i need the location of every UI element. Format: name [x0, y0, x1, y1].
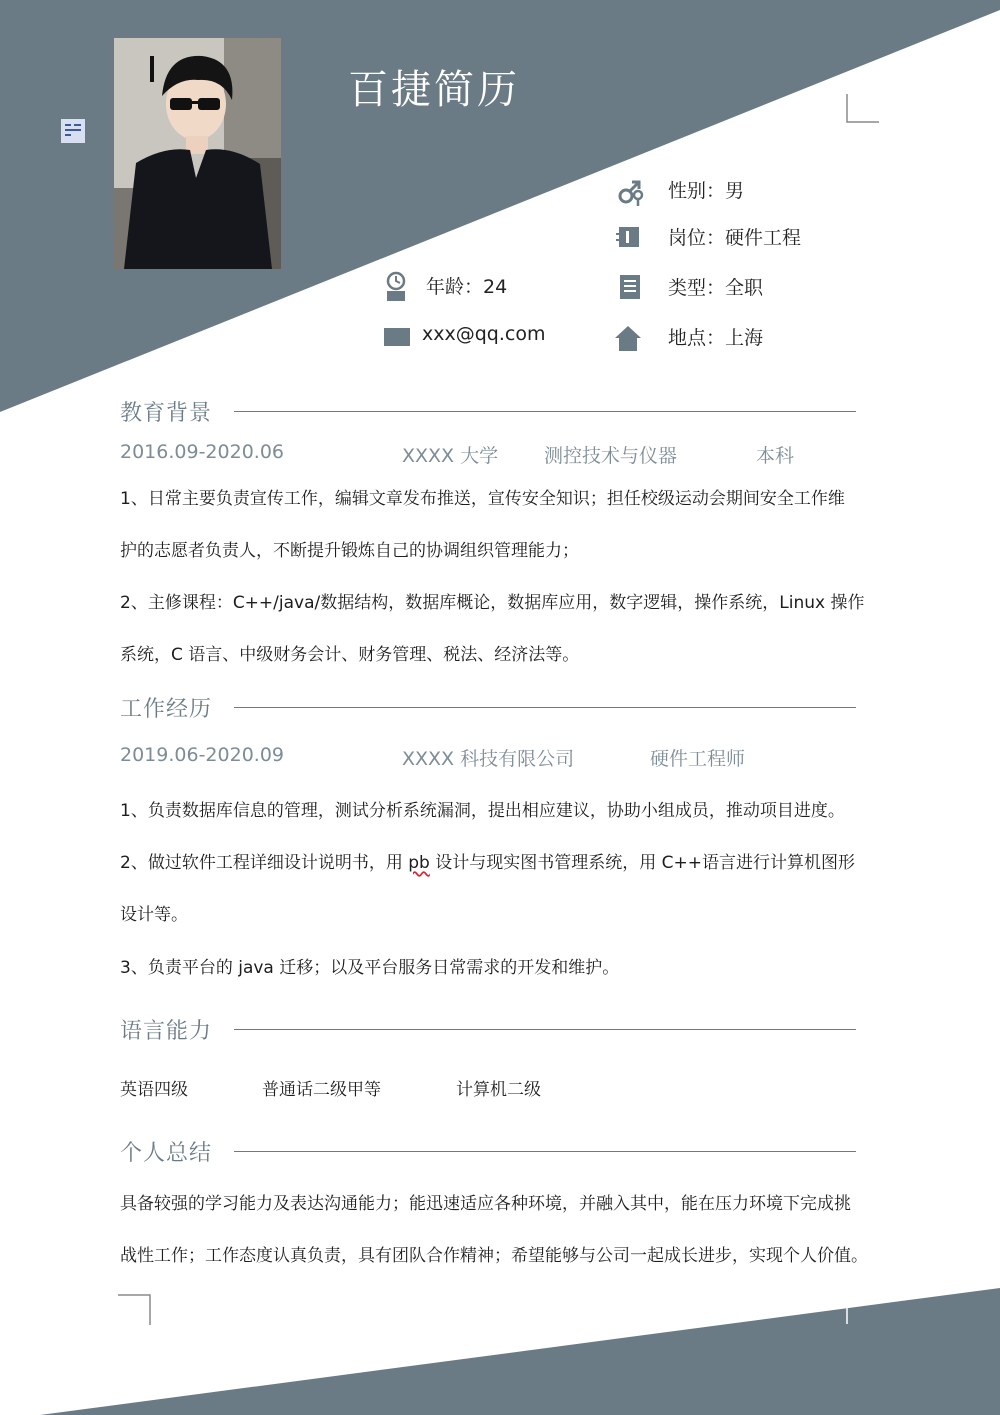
education-line: 护的志愿者负责人，不断提升锻炼自己的协调组织管理能力； [120, 541, 579, 561]
email-icon [384, 328, 410, 346]
position-icon [616, 224, 642, 250]
language-heading: 语言能力 [120, 1019, 213, 1044]
work-heading: 工作经历 [120, 697, 213, 722]
spellcheck-word[interactable]: pb [408, 853, 430, 873]
language-skill: 英语四级 [120, 1080, 188, 1100]
education-degree: 本科 [756, 445, 795, 467]
education-divider [234, 411, 856, 412]
summary-divider [234, 1151, 856, 1152]
language-skill: 普通话二级甲等 [262, 1080, 381, 1100]
gender-text: 性别：男 [668, 180, 745, 202]
email-text: xxx@qq.com [422, 323, 546, 345]
summary-heading: 个人总结 [120, 1141, 213, 1166]
education-date: 2016.09-2020.06 [120, 441, 284, 463]
work-line: 2、做过软件工程详细设计说明书，用 pb 设计与现实图书管理系统，用 C++语言进行计算机图形 [120, 853, 855, 873]
work-role: 硬件工程师 [650, 748, 746, 770]
work-line: 3、负责平台的 java 迁移；以及平台服务日常需求的开发和维护。 [120, 958, 620, 978]
position-text: 岗位：硬件工程 [668, 227, 802, 249]
age-text: 年龄：24 [426, 276, 508, 298]
outline-icon[interactable] [60, 118, 86, 144]
work-date: 2019.06-2020.09 [120, 744, 284, 766]
work-line: 1、负责数据库信息的管理，测试分析系统漏洞，提出相应建议，协助小组成员，推动项目进度。 [120, 801, 845, 821]
education-school: XXXX 大学 [402, 445, 499, 467]
gender-icon [614, 176, 646, 208]
corner-mark-bottom-right [846, 1294, 880, 1324]
language-skill: 计算机二级 [456, 1080, 541, 1100]
education-line: 2、主修课程：C++/java/数据结构，数据库概论，数据库应用，数字逻辑，操作系统，Linux 操作 [120, 593, 865, 613]
education-line: 系统，C 语言、中级财务会计、财务管理、税法、经济法等。 [120, 645, 580, 665]
work-divider [234, 707, 856, 708]
job-type-icon [618, 274, 642, 300]
language-divider [234, 1029, 856, 1030]
education-line: 1、日常主要负责宣传工作，编辑文章发布推送，宣传安全知识；担任校级运动会期间安全工作维 [120, 489, 845, 509]
education-major: 测控技术与仪器 [544, 445, 678, 467]
resume-title: 百捷简历 [348, 67, 520, 113]
location-text: 地点：上海 [668, 327, 764, 349]
job-type-text: 类型：全职 [668, 277, 764, 299]
home-icon [614, 324, 642, 352]
profile-photo [114, 38, 281, 269]
corner-mark-bottom-left [118, 1294, 152, 1326]
education-heading: 教育背景 [120, 401, 213, 426]
work-company: XXXX 科技有限公司 [402, 748, 575, 770]
summary-line: 战性工作；工作态度认真负责，具有团队合作精神；希望能够与公司一起成长进步，实现个人价值。 [120, 1246, 868, 1266]
work-line: 设计等。 [120, 905, 188, 925]
age-icon [382, 270, 412, 302]
summary-line: 具备较强的学习能力及表达沟通能力；能迅速适应各种环境，并融入其中，能在压力环境下完成挑 [120, 1194, 851, 1214]
corner-mark-top-right [846, 94, 880, 124]
